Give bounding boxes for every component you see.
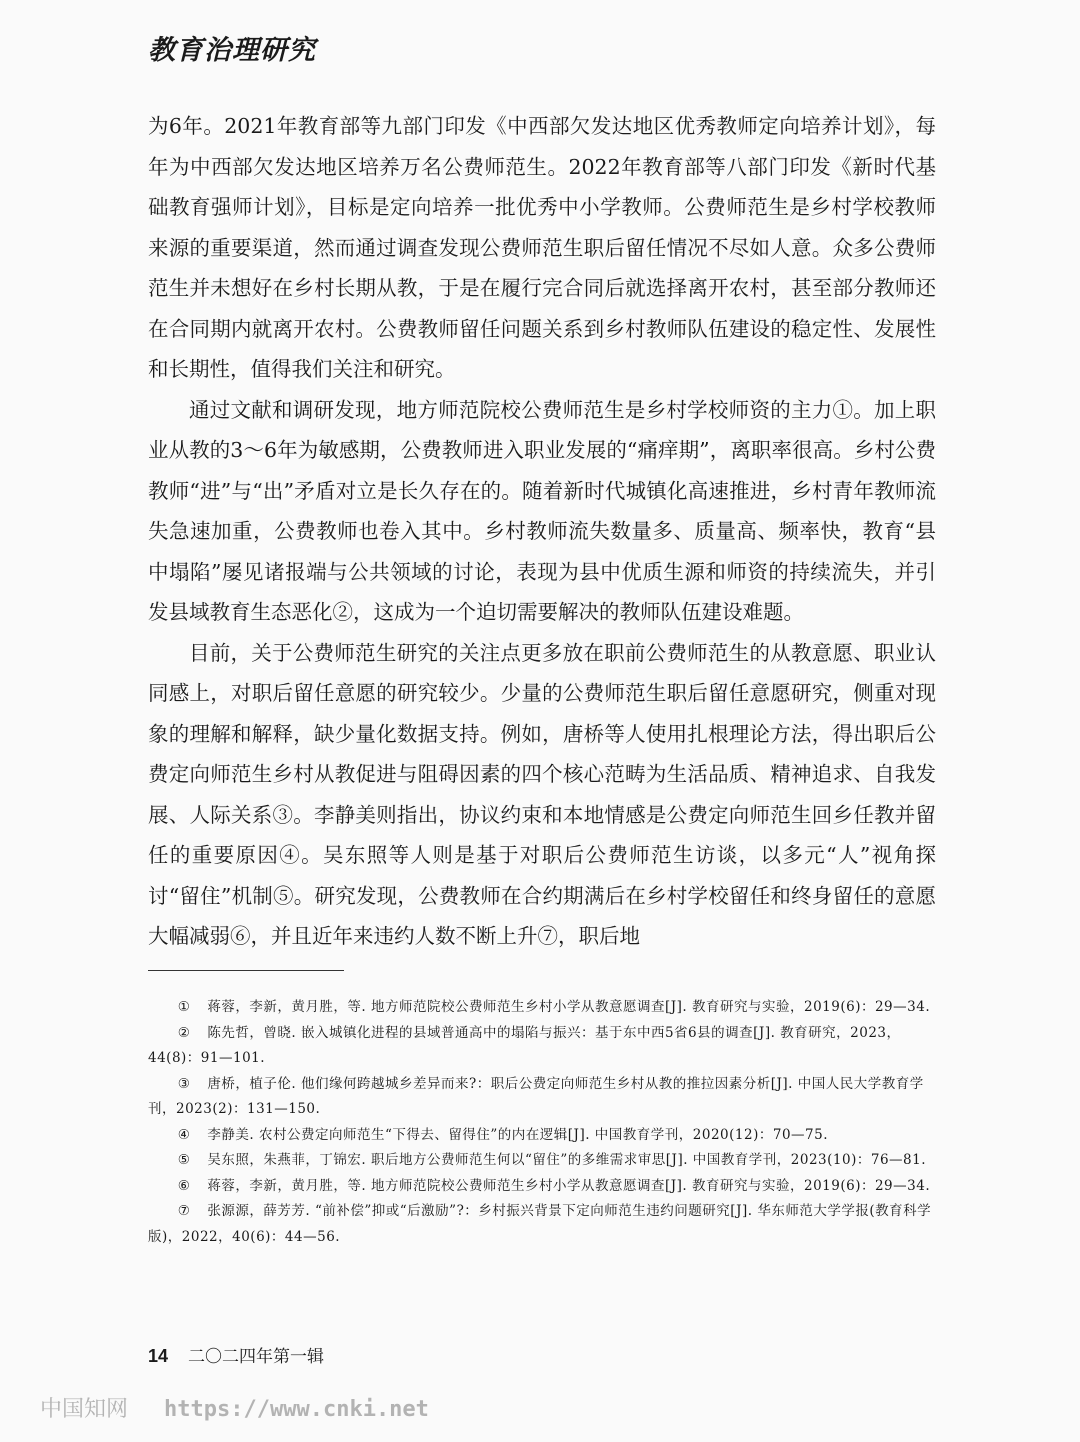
footnote xyxy=(148,1174,934,1200)
footnote-number: ① xyxy=(177,999,191,1015)
footnote-number: ② xyxy=(177,1024,191,1041)
footnote-text: 吴东照，朱燕菲，丁锦宏. 职后地方公费师范生何以“留住”的多维需求审思[J]. 中国教育学刊，2023(10)：76—81. xyxy=(207,1152,927,1168)
paragraph: 通过文献和调研发现，地方师范院校公费师范生是乡村学校师资的主力①。加上职业从教的3～6年为敏感期，公费教师进入职业发展的“痛痒期”，离职率很高。乡村公费教师“进”与“出”矛盾对立是长久存在的。随着新时代城镇化高速推进，乡村青年教师流失急速加重，公费教师也卷入其中。乡村教师流失数量多、质量高、频率快，教育“县中塌陷”屡见诸报端与公共领域的讨论，表现为县中优质生源和师资的持续流失，并引发县域教育生态恶化②，这成为一个迫切需要解决的教师队伍建设难题。 xyxy=(148,397,936,624)
footnote-number: ⑥ xyxy=(177,1177,191,1194)
paragraph: 目前，关于公费师范生研究的关注点更多放在职前公费师范生的从教意愿、职业认同感上，对职后留任意愿的研究较少。少量的公费师范生职后留任意愿研究，侧重对现象的理解和解释，缺少量化数据支持。例如，唐桥等人使用扎根理论方法，得出职后公费定向师范生乡村从教促进与阻碍因素的四个核心范畴为生活品质、精神追求、自我发展、人际关系③。李静美则指出，协议约束和本地情感是公费定向师范生回乡任教并留任的重要原因④。吴东照等人则是基于对职后公费师范生访谈，以多元“人”视角探讨“留住”机制⑤。研究发现，公费教师在合约期满后在乡村学校留任和终身留任的意愿大幅减弱⑥，并且近年来违约人数不断上升⑦，职后地 xyxy=(148,640,936,948)
footnote xyxy=(148,1021,934,1072)
footnote xyxy=(148,1072,934,1123)
footnote-text: 唐桥，植子伦. 他们缘何跨越城乡差异而来?：职后公费定向师范生乡村从教的推拉因素分析[J]. 中国人民大学教育学刊，2023(2)：131—150. xyxy=(148,1075,924,1117)
paragraph: 为6年。2021年教育部等九部门印发《中西部欠发达地区优秀教师定向培养计划》，每年为中西部欠发达地区培养万名公费师范生。2022年教育部等八部门印发《新时代基础教育强师计划》，目标是定向培养一批优秀中小学教师。公费师范生是乡村学校教师来源的重要渠道，然而通过调查发现公费师范生职后留任情况不尽如人意。众多公费师范生并未想好在乡村长期从教，于是在履行完合同后就选择离开农村，甚至部分教师还在合同期内就离开农村。公费教师留任问题关系到乡村教师队伍建设的稳定性、发展性和长期性，值得我们关注和研究。 xyxy=(148,114,936,381)
footnote xyxy=(148,1123,934,1149)
footnote-text: 蒋蓉，李新，黄月胜，等. 地方师范院校公费师范生乡村小学从教意愿调查[J]. 教育研究与实验，2019(6)：29—34. xyxy=(207,999,931,1015)
footnote-text: 陈先哲，曾晓. 嵌入城镇化进程的县域普通高中的塌陷与振兴：基于东中西5省6县的调查[J]. 教育研究，2023，44(8)：91—101. xyxy=(148,1024,901,1066)
issue-label: 二〇二四年第一辑 xyxy=(188,1347,325,1367)
footnote-text: 张源源，薛芳芳. “前补偿”抑或“后激励”?：乡村振兴背景下定向师范生违约问题研究[J]. 华东师范大学学报(教育科学版)，2022，40(6)：44—56. xyxy=(148,1203,932,1245)
footnote-number: ④ xyxy=(177,1126,191,1143)
footnote-number: ⑤ xyxy=(177,1152,191,1168)
footnote-text: 李静美. 农村公费定向师范生“下得去、留得住”的内在逻辑[J]. 中国教育学刊，2020(12)：70—75. xyxy=(207,1126,829,1143)
footnote xyxy=(148,995,934,1021)
journal-title: 教育治理研究 xyxy=(148,35,316,66)
footnote-text: 蒋蓉，李新，黄月胜，等. 地方师范院校公费师范生乡村小学从教意愿调查[J]. 教育研究与实验，2019(6)：29—34. xyxy=(207,1177,931,1194)
footnote-divider xyxy=(148,970,344,971)
footnote-number: ⑦ xyxy=(177,1203,191,1219)
page-footer xyxy=(148,1342,324,1367)
footnote xyxy=(148,1199,934,1250)
body-text xyxy=(148,106,936,957)
footnote xyxy=(148,1148,934,1174)
watermark-url: https://www.cnki.net xyxy=(164,1397,429,1422)
watermark-site-name: 中国知网 xyxy=(40,1397,129,1422)
page-number: 14 xyxy=(148,1346,169,1366)
footnote-number: ③ xyxy=(177,1075,191,1092)
footnotes xyxy=(148,995,934,1250)
watermark xyxy=(40,1392,429,1423)
